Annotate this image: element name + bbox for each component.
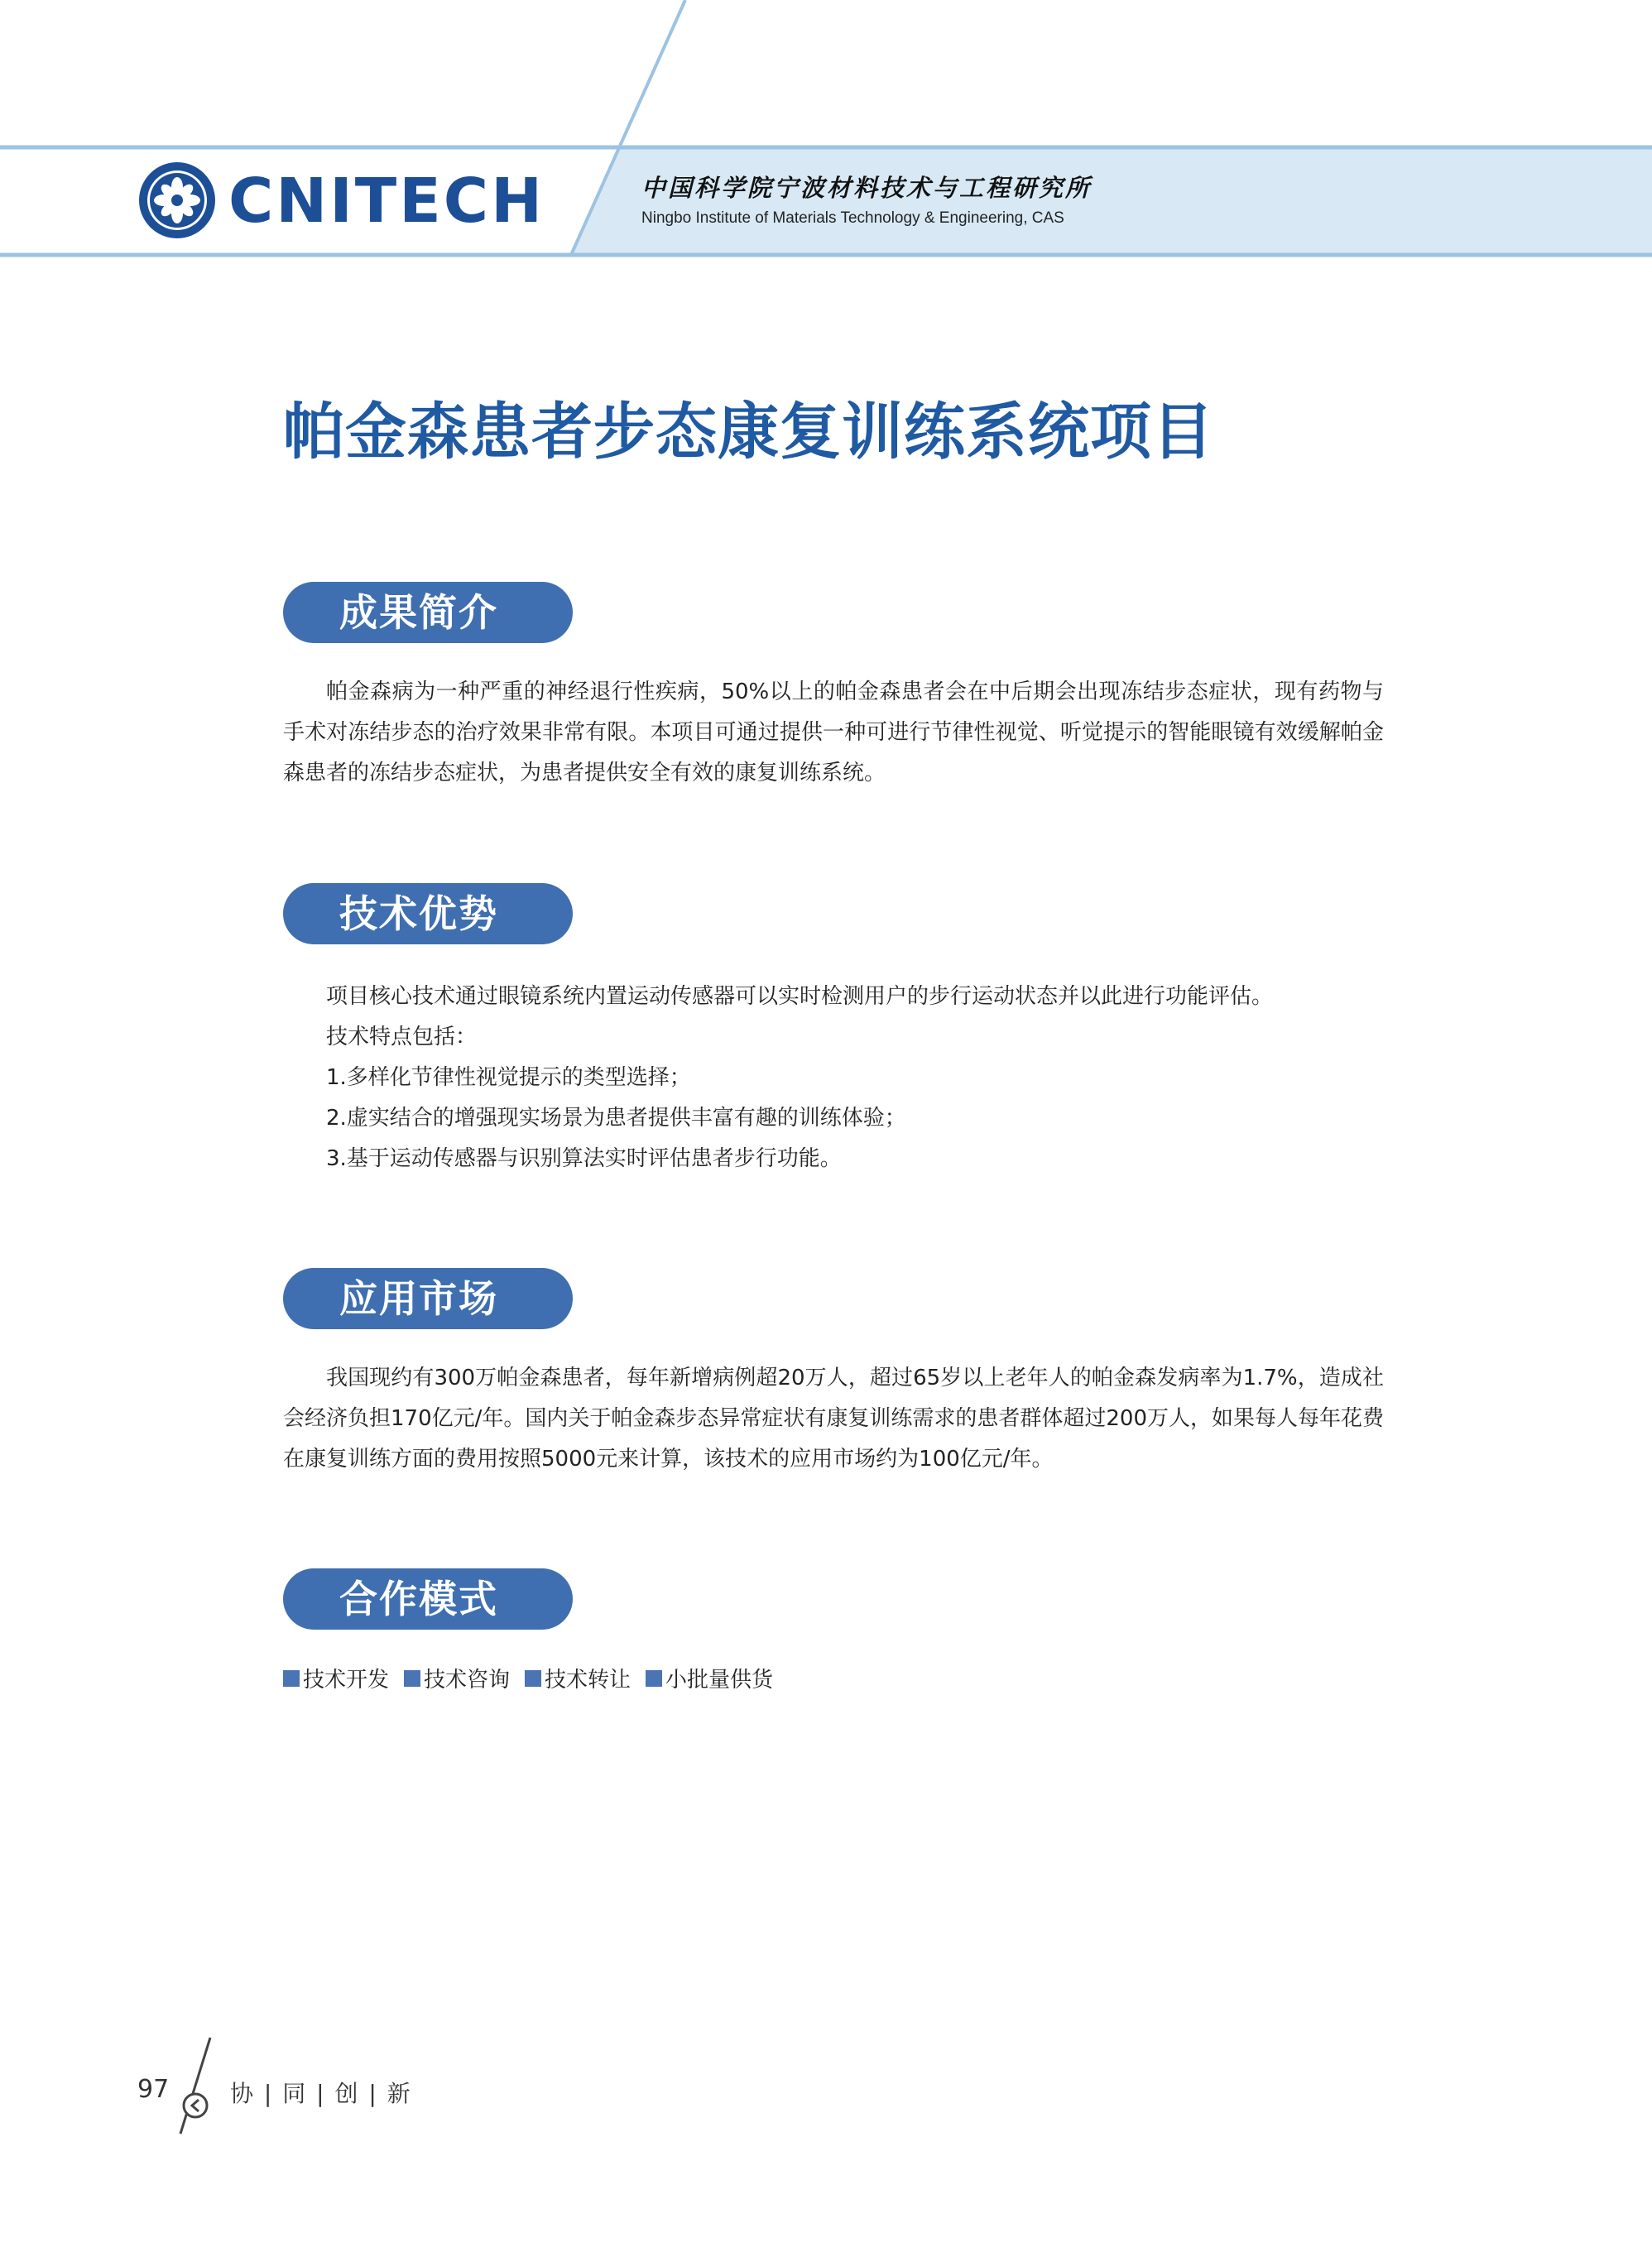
brand-logotype: CNITECH — [228, 166, 545, 237]
cooperation-item: 小批量供货 — [646, 1663, 773, 1693]
cooperation-item: 技术转让 — [525, 1663, 631, 1693]
section-heading-advantages: 技术优势 — [283, 883, 573, 944]
institute-name-cn: 中国科学院宁波材料技术与工程研究所 — [641, 174, 1093, 202]
institute-name-en: Ningbo Institute of Materials Technology & Engineering, CAS — [641, 209, 1064, 227]
summary-paragraph: 帕金森病为一种严重的神经退行性疾病，50%以上的帕金森患者会在中后期会出现冻结步态症状，现有药物与手术对冻结步态的治疗效果非常有限。本项目可通过提供一种可进行节律性视觉、听觉提示的智能眼镜有效缓解帕金森患者的冻结步态症状，为患者提供安全有效的康复训练系统。 — [283, 680, 1384, 785]
advantages-line: 技术特点包括： — [326, 1025, 478, 1049]
section-heading-summary: 成果简介 — [283, 582, 573, 643]
cooperation-item: 技术咨询 — [404, 1663, 510, 1693]
square-bullet-icon — [404, 1670, 420, 1687]
square-bullet-icon — [283, 1670, 300, 1687]
advantages-line: 2.虚实结合的增强现实场景为患者提供丰富有趣的训练体验； — [326, 1106, 906, 1131]
page-title: 帕金森患者步态康复训练系统项目 — [283, 396, 1214, 468]
section-heading-market: 应用市场 — [283, 1268, 573, 1329]
cooperation-item: 技术开发 — [283, 1663, 389, 1693]
market-paragraph: 我国现约有300万帕金森患者，每年新增病例超20万人，超过65岁以上老年人的帕金森发病率为1.7%，造成社会经济负担170亿元/年。国内关于帕金森步态异常症状有康复训练需求的患者群体超过200万人，如果每人每年花费在康复训练方面的费用按照5000元来计算，该技术的应用市场约为100亿元/年。 — [283, 1366, 1385, 1472]
advantages-line: 3.基于运动传感器与识别算法实时评估患者步行功能。 — [326, 1146, 842, 1171]
advantages-line: 1.多样化节律性视觉提示的类型选择； — [326, 1065, 691, 1090]
advantages-line: 项目核心技术通过眼镜系统内置运动传感器可以实时检测用户的步行运动状态并以此进行功能评估。 — [326, 984, 1274, 1009]
page-number: 97 — [137, 2075, 170, 2104]
header-band — [0, 0, 1652, 273]
footer — [0, 2019, 1652, 2152]
square-bullet-icon — [646, 1670, 662, 1687]
section-heading-cooperation: 合作模式 — [283, 1568, 573, 1630]
cooperation-list — [283, 1663, 773, 1693]
footer-motto: 协 | 同 | 创 | 新 — [230, 2080, 412, 2107]
cas-emblem-icon — [137, 161, 217, 240]
page-ornament-icon — [170, 2036, 220, 2135]
square-bullet-icon — [525, 1670, 541, 1687]
